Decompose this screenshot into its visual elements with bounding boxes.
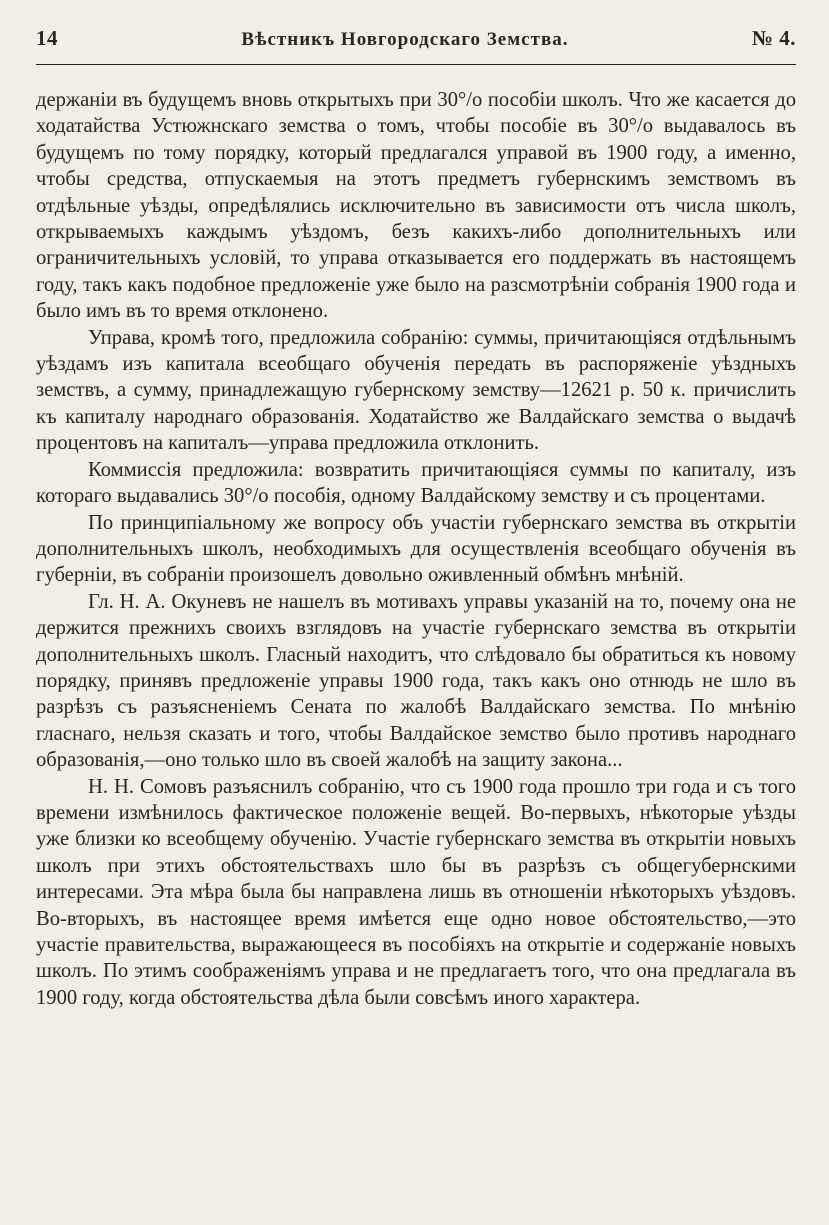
- page-number: 14: [36, 26, 58, 50]
- document-page: [36, 26, 796, 1206]
- journal-title: Вѣстникъ Новгородскаго Земства.: [241, 29, 569, 50]
- header-rule: [36, 64, 796, 65]
- paragraph-3: Коммиссія предложила: возвратить причитающіяся суммы по капиталу, изъ котораго выдавались 30°/o пособія, одному Валдайскому земству и съ процентами.: [36, 458, 796, 508]
- paragraph-6: Н. Н. Сомовъ разъяснилъ собранію, что съ 1900 года прошло три года и съ того времени измѣнилось фактическое положеніе вещей. Во-первыхъ, нѣкоторые уѣзды уже близки ко всеобщему обученію. Участіе губернскаго земства въ открытіи новыхъ школъ при этихъ обстоятельствахъ шло бы въ разрѣзъ съ общегубернскими интересами. Эта мѣра была бы направлена лишь въ отношеніи нѣкоторыхъ уѣздовъ. Во-вторыхъ, въ настоящее время имѣется еще одно новое обстоятельство,—это участіе правительства, выражающееся въ пособіяхъ на открытіе и содержаніе новыхъ школъ. По этимъ соображеніямъ управа и не предлагаетъ того, что она предлагала въ 1900 году, когда обстоятельства дѣла были совсѣмъ иного характера.: [36, 775, 796, 1009]
- paragraph-5: Гл. Н. А. Окуневъ не нашелъ въ мотивахъ управы указаній на то, почему она не держится прежнихъ своихъ взглядовъ на участіе губернскаго земства въ открытіи дополнительныхъ школъ. Гласный находитъ, что слѣдовало бы обратиться къ новому порядку, принявъ предложеніе управы 1900 года, такъ какъ оно отнюдь не шло въ разрѣзъ съ разъясненіемъ Сената по жалобѣ Валдайскаго земства. По мнѣнію гласнаго, нельзя сказать и того, чтобы Валдайское земство было противъ народнаго образованія,—оно только шло въ своей жалобѣ на защиту закона...: [36, 590, 796, 772]
- issue-number: № 4.: [751, 26, 796, 50]
- article-body: [36, 87, 796, 1011]
- paragraph-4: По принципіальному же вопросу объ участіи губернскаго земства въ открытіи дополнительныхъ школъ, необходимыхъ для осуществленія всеобщаго обученія въ губерніи, въ собраніи произошелъ довольно оживленный обмѣнъ мнѣній.: [36, 511, 796, 587]
- running-header: [36, 26, 796, 60]
- paragraph-2: Управа, кромѣ того, предложила собранію: суммы, причитающіяся отдѣльнымъ уѣздамъ изъ капитала всеобщаго обученія передать въ распоряженіе уѣздныхъ земствъ, а сумму, принадлежащую губернскому земству—12621 р. 50 к. причислить къ капиталу народнаго образованія. Ходатайство же Валдайскаго земства о выдачѣ процентовъ на капиталъ—управа предложила отклонить.: [36, 326, 796, 455]
- paragraph-1: держаніи въ будущемъ вновь открытыхъ при 30°/o пособіи школъ. Что же касается до ходатайства Устюжнскаго земства о томъ, чтобы пособіе въ 30°/o выдавалось въ будущемъ по тому порядку, который предлагался управой въ 1900 году, а именно, чтобы средства, отпускаемыя на этотъ предметъ губернскимъ земствомъ въ отдѣльные уѣзды, опредѣлялись исключительно въ зависимости отъ числа школъ, открываемыхъ каждымъ уѣздомъ, безъ какихъ-либо дополнительныхъ или ограничительныхъ условій, то управа отказывается его поддержать въ настоящемъ году, такъ какъ подобное предложеніе уже было на разсмотрѣніи собранія 1900 года и было имъ въ то время отклонено.: [36, 89, 796, 323]
